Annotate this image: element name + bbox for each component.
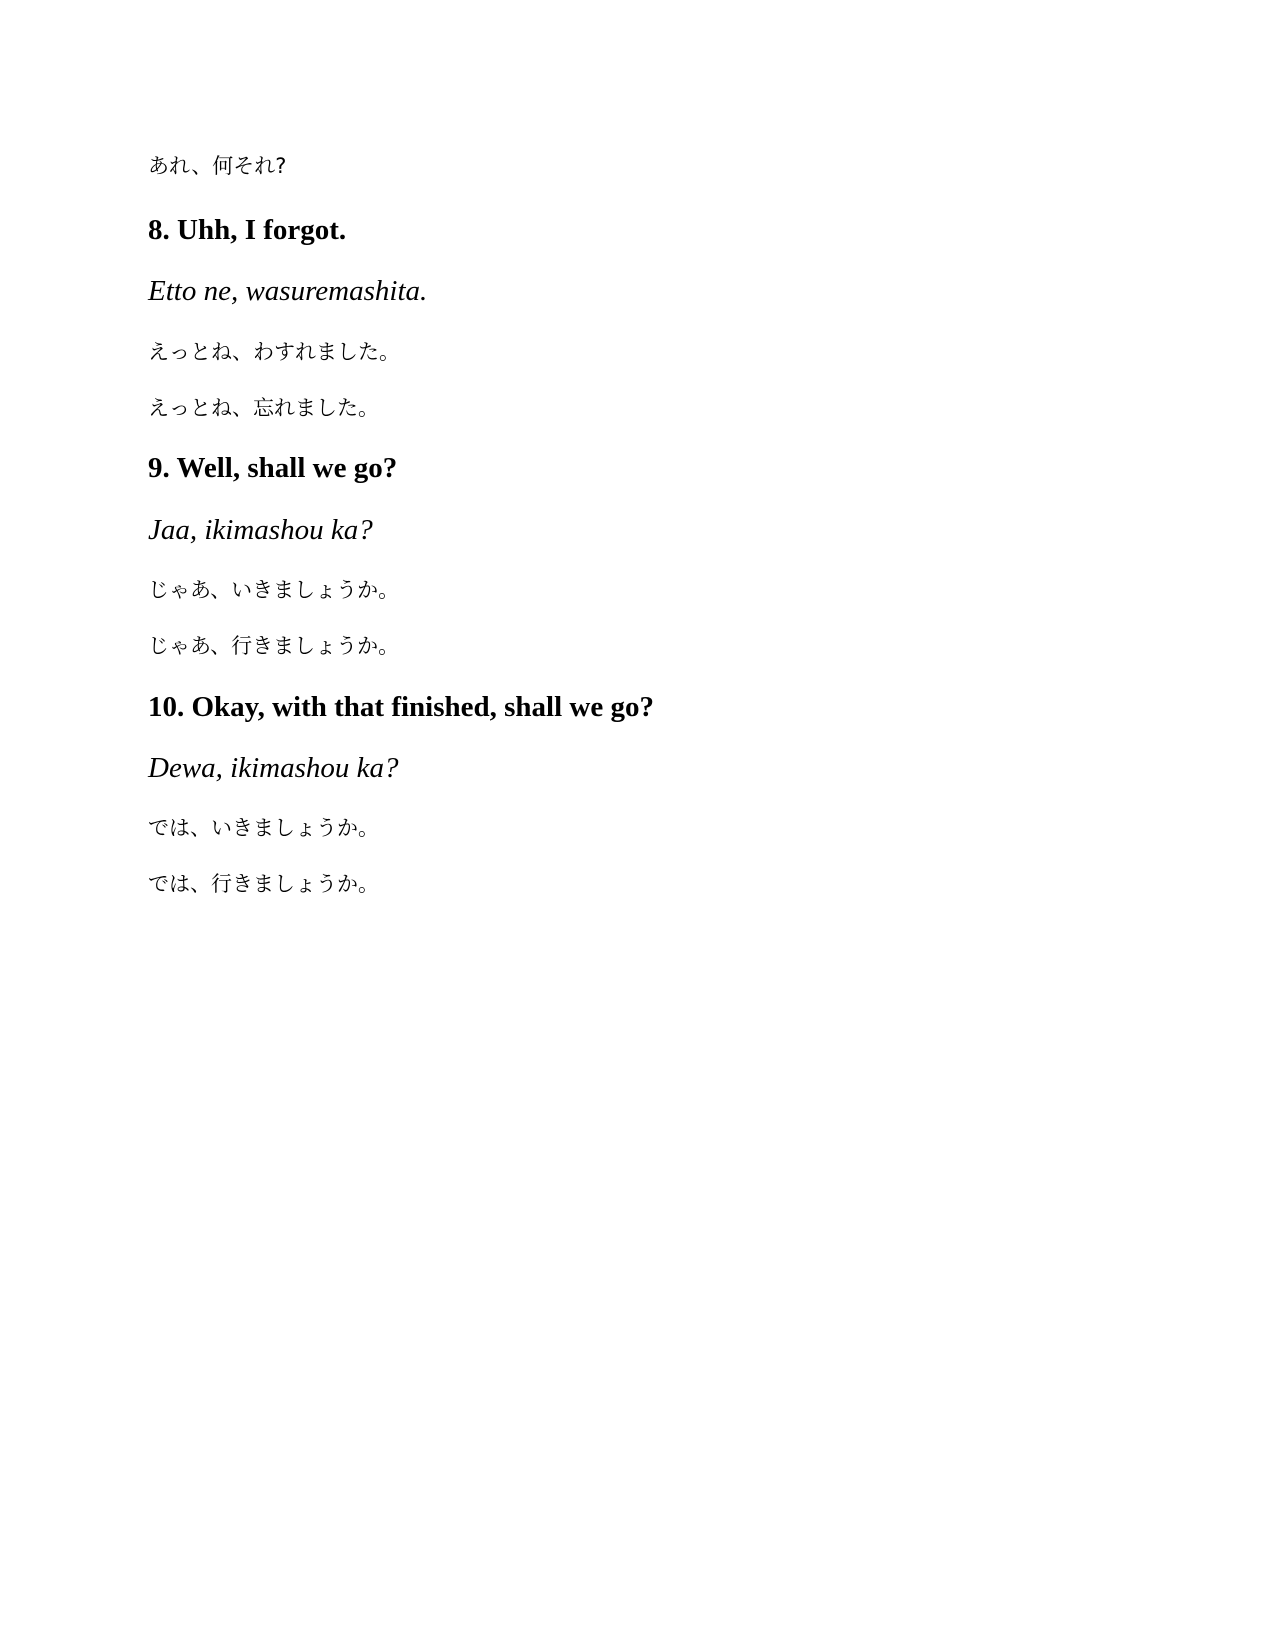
item-9-kana: じゃあ、いきましょうか。: [148, 578, 400, 602]
item-9-heading: 9. Well, shall we go?: [148, 452, 398, 484]
item-10-kanji: では、行きましょうか。: [148, 872, 379, 896]
item-8-romaji: Etto ne, wasuremashita.: [148, 275, 428, 307]
item-10-heading: 10. Okay, with that finished, shall we go?: [148, 691, 654, 723]
item-8-kanji: えっとね、忘れました。: [148, 396, 379, 420]
item-10-romaji: Dewa, ikimashou ka?: [148, 752, 399, 784]
item-8-kana: えっとね、わすれました。: [148, 340, 400, 364]
item-9-romaji: Jaa, ikimashou ka?: [148, 514, 373, 546]
item-10-kana: では、いきましょうか。: [148, 816, 379, 840]
intro-japanese-line: あれ、何それ?: [148, 154, 287, 178]
item-9-kanji: じゃあ、行きましょうか。: [148, 634, 400, 658]
item-8-heading: 8. Uhh, I forgot.: [148, 214, 347, 246]
